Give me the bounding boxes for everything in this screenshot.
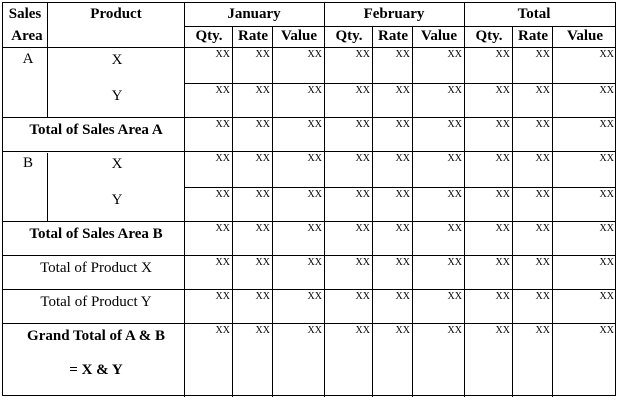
header-month-january: January <box>227 6 281 22</box>
value-cell: XX <box>535 153 550 164</box>
row-divider <box>3 221 616 222</box>
row-divider <box>3 289 616 290</box>
value-cell: XX <box>355 85 370 96</box>
row-divider <box>184 187 616 188</box>
value-cell: XX <box>599 189 614 200</box>
value-cell: XX <box>535 291 550 302</box>
value-cell: XX <box>355 291 370 302</box>
value-cell: XX <box>447 223 462 234</box>
header-subcol-qty: Qty. <box>475 28 503 44</box>
value-cell: XX <box>495 223 510 234</box>
product-label: X <box>111 156 123 172</box>
value-cell: XX <box>307 153 322 164</box>
value-cell: XX <box>215 189 230 200</box>
value-cell: XX <box>307 85 322 96</box>
header-subcol-value: Value <box>280 28 318 44</box>
value-cell: XX <box>215 119 230 130</box>
value-cell: XX <box>535 119 550 130</box>
subcol-divider <box>512 26 513 397</box>
row-total-label: = X & Y <box>69 362 123 378</box>
value-cell: XX <box>535 223 550 234</box>
header-subcol-qty: Qty. <box>195 28 223 44</box>
value-cell: XX <box>495 119 510 130</box>
header-subcol-rate: Rate <box>238 28 268 44</box>
header-subcol-value: Value <box>420 28 458 44</box>
value-cell: XX <box>255 49 270 60</box>
header-subcol-rate: Rate <box>518 28 548 44</box>
product-label: Y <box>111 88 123 104</box>
value-cell: XX <box>355 223 370 234</box>
group-a-divider <box>47 47 48 117</box>
value-cell: XX <box>255 85 270 96</box>
value-cell: XX <box>599 325 614 336</box>
value-cell: XX <box>535 189 550 200</box>
row-total-label: Grand Total of A & B <box>27 328 165 344</box>
value-cell: XX <box>447 119 462 130</box>
value-cell: XX <box>355 257 370 268</box>
value-cell: XX <box>355 189 370 200</box>
row-total-label: Total of Product Y <box>40 294 152 310</box>
value-cell: XX <box>447 325 462 336</box>
value-cell: XX <box>447 49 462 60</box>
row-divider <box>3 255 616 256</box>
value-cell: XX <box>447 291 462 302</box>
subcol-divider <box>272 26 273 397</box>
value-cell: XX <box>215 49 230 60</box>
header-subcol-value: Value <box>566 28 604 44</box>
value-cell: XX <box>215 291 230 302</box>
value-cell: XX <box>395 85 410 96</box>
product-data-divider <box>184 3 185 397</box>
header-sales: Sales <box>8 6 42 22</box>
value-cell: XX <box>255 257 270 268</box>
value-cell: XX <box>355 119 370 130</box>
value-cell: XX <box>255 189 270 200</box>
value-cell: XX <box>255 325 270 336</box>
value-cell: XX <box>535 325 550 336</box>
value-cell: XX <box>255 153 270 164</box>
value-cell: XX <box>495 85 510 96</box>
value-cell: XX <box>495 325 510 336</box>
subcol-divider <box>412 26 413 397</box>
row-total-label: Total of Sales Area A <box>29 122 163 138</box>
value-cell: XX <box>495 291 510 302</box>
row-divider <box>3 151 616 152</box>
value-cell: XX <box>255 223 270 234</box>
value-cell: XX <box>599 257 614 268</box>
subcol-divider <box>232 26 233 397</box>
header-month-february: February <box>363 6 425 22</box>
value-cell: XX <box>535 257 550 268</box>
value-cell: XX <box>395 325 410 336</box>
value-cell: XX <box>599 85 614 96</box>
value-cell: XX <box>307 257 322 268</box>
value-cell: XX <box>599 291 614 302</box>
value-cell: XX <box>307 189 322 200</box>
value-cell: XX <box>447 257 462 268</box>
value-cell: XX <box>255 119 270 130</box>
value-cell: XX <box>599 49 614 60</box>
value-cell: XX <box>215 257 230 268</box>
product-label: Y <box>111 192 123 208</box>
value-cell: XX <box>395 49 410 60</box>
value-cell: XX <box>355 49 370 60</box>
value-cell: XX <box>535 49 550 60</box>
product-label: X <box>111 52 123 68</box>
header-subcol-qty: Qty. <box>335 28 363 44</box>
value-cell: XX <box>395 257 410 268</box>
header-subcol-rate: Rate <box>378 28 408 44</box>
value-cell: XX <box>215 325 230 336</box>
area-product-divider <box>47 3 48 47</box>
value-cell: XX <box>307 291 322 302</box>
row-divider <box>3 117 616 118</box>
value-cell: XX <box>599 119 614 130</box>
value-cell: XX <box>307 49 322 60</box>
header-product: Product <box>90 6 142 22</box>
value-cell: XX <box>495 153 510 164</box>
value-cell: XX <box>307 223 322 234</box>
value-cell: XX <box>495 257 510 268</box>
value-cell: XX <box>395 153 410 164</box>
value-cell: XX <box>355 153 370 164</box>
value-cell: XX <box>495 49 510 60</box>
value-cell: XX <box>215 153 230 164</box>
value-cell: XX <box>599 153 614 164</box>
subcol-divider <box>372 26 373 397</box>
february-total-divider <box>464 3 465 397</box>
group-b-divider <box>47 153 48 221</box>
value-cell: XX <box>447 85 462 96</box>
value-cell: XX <box>255 291 270 302</box>
sales-area-label: B <box>22 155 34 171</box>
value-cell: XX <box>395 291 410 302</box>
row-divider <box>3 323 616 324</box>
row-divider <box>184 83 616 84</box>
value-cell: XX <box>535 85 550 96</box>
subcol-divider <box>552 26 553 397</box>
value-cell: XX <box>355 325 370 336</box>
value-cell: XX <box>395 189 410 200</box>
header-bottom <box>3 47 616 48</box>
value-cell: XX <box>447 189 462 200</box>
january-february-divider <box>324 3 325 397</box>
header-month-total: Total <box>517 6 551 22</box>
row-total-label: Total of Product X <box>40 260 152 276</box>
value-cell: XX <box>215 223 230 234</box>
value-cell: XX <box>495 189 510 200</box>
report-table <box>2 2 616 396</box>
header-area: Area <box>11 28 43 44</box>
value-cell: XX <box>395 119 410 130</box>
value-cell: XX <box>307 119 322 130</box>
value-cell: XX <box>215 85 230 96</box>
row-total-label: Total of Sales Area B <box>29 226 163 242</box>
sales-area-label: A <box>22 51 34 67</box>
value-cell: XX <box>599 223 614 234</box>
value-cell: XX <box>307 325 322 336</box>
value-cell: XX <box>447 153 462 164</box>
value-cell: XX <box>395 223 410 234</box>
